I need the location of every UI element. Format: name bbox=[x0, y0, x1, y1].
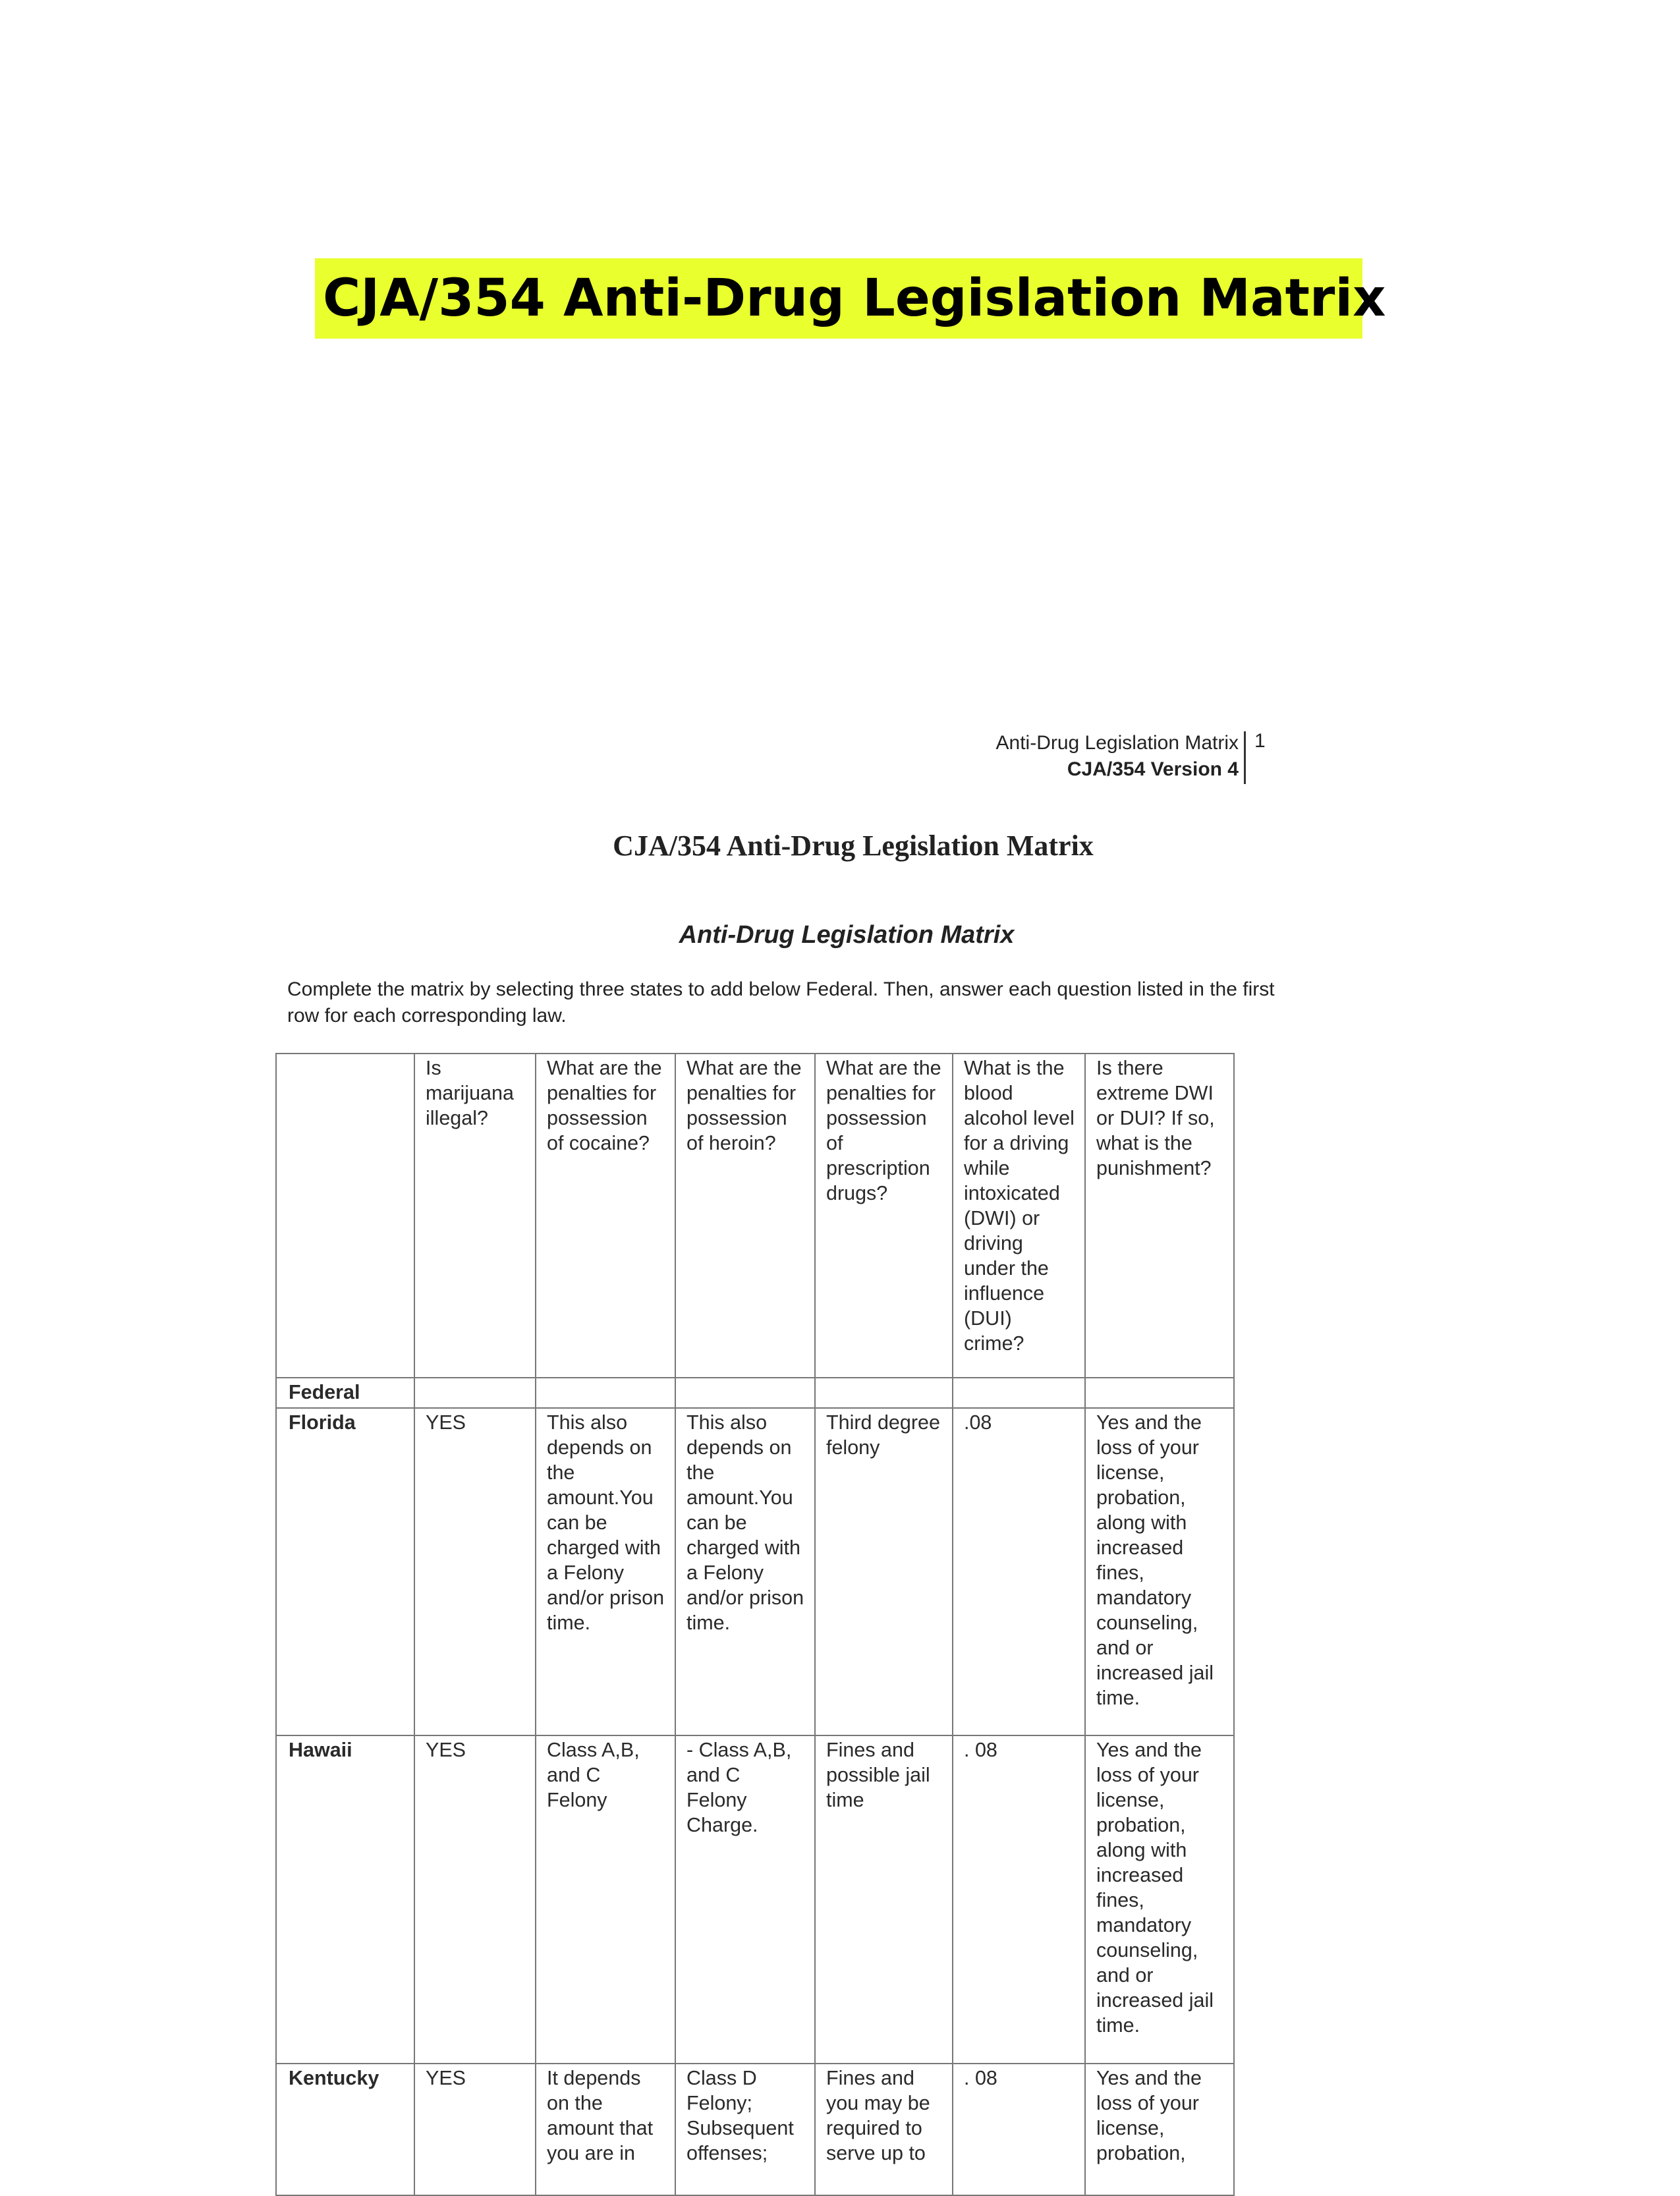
row-label: Kentucky bbox=[276, 2064, 414, 2195]
table-cell: YES bbox=[414, 2064, 536, 2195]
table-row bbox=[276, 2064, 1234, 2195]
instructions-text: Complete the matrix by selecting three states to add below Federal. Then, answer each question listed in the first row for each corresponding law. bbox=[287, 978, 1275, 1027]
table-cell: Yes and the loss of your license, probation, along with increased fines, mandatory counseling, and or increased jail time. bbox=[1085, 1408, 1234, 1735]
header-cell: What is the blood alcohol level for a driving while intoxicated (DWI) or driving under the influence (DUI) crime? bbox=[953, 1054, 1085, 1378]
table-cell bbox=[953, 1378, 1085, 1408]
table-cell bbox=[675, 1378, 815, 1408]
title-banner bbox=[315, 258, 1386, 339]
document-subtitle: Anti-Drug Legislation Matrix bbox=[679, 921, 1015, 949]
table-row bbox=[276, 1408, 1234, 1735]
table-cell: This also depends on the amount.You can be charged with a Felony and/or prison time. bbox=[675, 1408, 815, 1735]
header-cell: Is marijuana illegal? bbox=[414, 1054, 536, 1378]
row-label: Hawaii bbox=[276, 1735, 414, 2064]
version-label: CJA/354 Version 4 bbox=[1067, 758, 1239, 780]
header-divider bbox=[1244, 731, 1246, 784]
running-header bbox=[909, 730, 1239, 783]
table-cell bbox=[536, 1378, 675, 1408]
table-cell: YES bbox=[414, 1735, 536, 2064]
table-cell: . 08 bbox=[953, 2064, 1085, 2195]
header-row bbox=[276, 1054, 1234, 1378]
table-cell: .08 bbox=[953, 1408, 1085, 1735]
header-cell: What are the penalties for possession of prescription drugs? bbox=[815, 1054, 953, 1378]
table-cell: Class A,B, and C Felony bbox=[536, 1735, 675, 2064]
row-label: Florida bbox=[276, 1408, 414, 1735]
table-cell: YES bbox=[414, 1408, 536, 1735]
row-label: Federal bbox=[276, 1378, 414, 1408]
header-cell: Is there extreme DWI or DUI? If so, what is the punishment? bbox=[1085, 1054, 1234, 1378]
table-cell: - Class A,B, and C Felony Charge. bbox=[675, 1735, 815, 2064]
table-cell bbox=[1085, 1378, 1234, 1408]
table-cell: . 08 bbox=[953, 1735, 1085, 2064]
table-row bbox=[276, 1735, 1234, 2064]
table-cell bbox=[815, 1378, 953, 1408]
table-cell: Class D Felony; Subsequent offenses; bbox=[675, 2064, 815, 2195]
table-cell: Yes and the loss of your license, probation, along with increased fines, mandatory counseling, and or increased jail time. bbox=[1085, 1735, 1234, 2064]
header-cell: What are the penalties for possession of heroin? bbox=[675, 1054, 815, 1378]
table-cell: Yes and the loss of your license, probation, bbox=[1085, 2064, 1234, 2195]
table-cell: Fines and possible jail time bbox=[815, 1735, 953, 2064]
running-title: Anti-Drug Legislation Matrix bbox=[995, 732, 1239, 754]
table-cell: Third degree felony bbox=[815, 1408, 953, 1735]
legislation-matrix-table bbox=[275, 1053, 1235, 2196]
table-cell bbox=[414, 1378, 536, 1408]
page-number: 1 bbox=[1254, 730, 1266, 752]
table-cell: It depends on the amount that you are in bbox=[536, 2064, 675, 2195]
document-title: CJA/354 Anti-Drug Legislation Matrix bbox=[613, 830, 1094, 862]
header-cell bbox=[276, 1054, 414, 1378]
table-cell: This also depends on the amount.You can be charged with a Felony and/or prison time. bbox=[536, 1408, 675, 1735]
table-row bbox=[276, 1378, 1234, 1408]
banner-title: CJA/354 Anti-Drug Legislation Matrix bbox=[323, 269, 1386, 328]
table-cell: Fines and you may be required to serve up to bbox=[815, 2064, 953, 2195]
header-cell: What are the penalties for possession of cocaine? bbox=[536, 1054, 675, 1378]
